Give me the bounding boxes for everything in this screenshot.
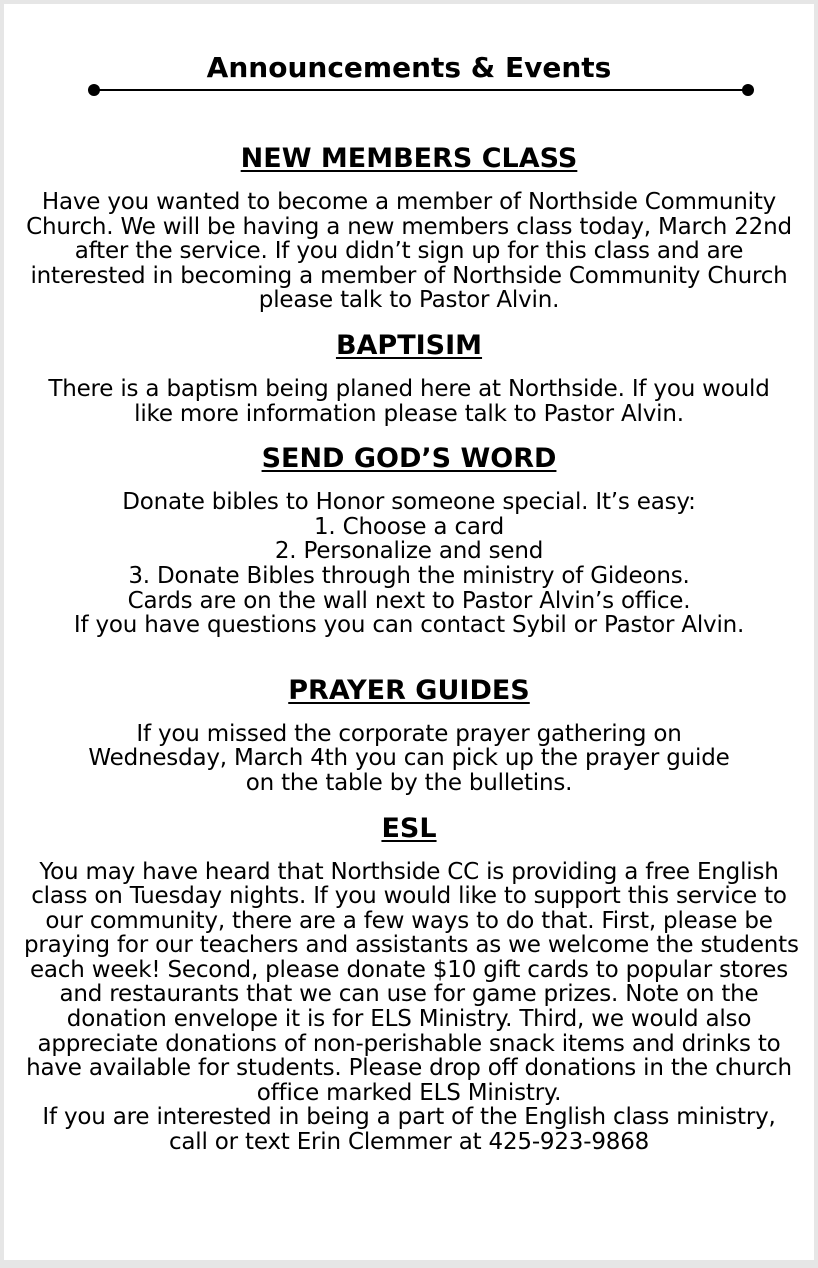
text-line: and restaurants that we can use for game prizes. Note on the bbox=[59, 981, 759, 1008]
text-line: each week! Second, please donate $10 gift cards to popular stores bbox=[29, 956, 789, 983]
text-line: Wednesday, March 4th you can pick up the prayer guide bbox=[88, 745, 730, 772]
section-body bbox=[24, 858, 799, 1156]
header-divider bbox=[92, 89, 750, 91]
divider-right-dot bbox=[742, 84, 754, 96]
text-line: If you missed the corporate prayer gathering on bbox=[136, 720, 682, 747]
text-line: have available for students. Please drop off donations in the church bbox=[26, 1055, 792, 1082]
text-line: donation envelope it is for ELS Ministry. Third, we would also bbox=[66, 1006, 752, 1033]
section-title: NEW MEMBERS CLASS bbox=[240, 143, 578, 174]
text-line: Donate bibles to Honor someone special. It’s easy: bbox=[122, 489, 696, 516]
bulletin-page bbox=[4, 4, 814, 1260]
divider-left-dot bbox=[88, 84, 100, 96]
section-body bbox=[24, 377, 794, 426]
section-new-members-class bbox=[24, 142, 794, 313]
section-prayer-guides bbox=[24, 674, 794, 796]
text-line: Have you wanted to become a member of Northside Community bbox=[41, 189, 777, 215]
text-line: There is a baptism being planed here at Northside. If you would bbox=[48, 375, 770, 402]
list-item: 1. Choose a card bbox=[313, 513, 505, 540]
text-line: interested in becoming a member of Northside Community Church bbox=[30, 262, 788, 289]
section-body bbox=[24, 490, 794, 638]
text-line: Church. We will be having a new members class today, March 22nd bbox=[26, 213, 792, 240]
section-body bbox=[24, 190, 794, 313]
section-baptism bbox=[24, 329, 794, 426]
announcements-content bbox=[24, 142, 799, 1156]
text-line: appreciate donations of non-perishable snack items and drinks to bbox=[37, 1030, 781, 1057]
section-title: PRAYER GUIDES bbox=[288, 674, 530, 706]
text-line: call or text Erin Clemmer at 425-923-9868 bbox=[168, 1129, 650, 1156]
text-line: You may have heard that Northside CC is providing a free English bbox=[39, 858, 779, 885]
text-line: on the table by the bulletins. bbox=[245, 769, 573, 796]
section-send-gods-word bbox=[24, 442, 794, 638]
text-line: praying for our teachers and assistants as we welcome the students bbox=[24, 932, 799, 959]
text-line: Cards are on the wall next to Pastor Alvin’s office. bbox=[127, 587, 691, 614]
section-esl bbox=[24, 812, 799, 1156]
text-line: please talk to Pastor Alvin. bbox=[258, 287, 560, 314]
text-line: after the service. If you didn’t sign up for this class and are bbox=[74, 238, 744, 265]
list-item: 2. Personalize and send bbox=[274, 538, 544, 565]
text-line: our community, there are a few ways to do that. First, please be bbox=[45, 907, 773, 934]
section-title: BAPTISIM bbox=[335, 329, 483, 361]
list-item: 3. Donate Bibles through the ministry of Gideons. bbox=[128, 562, 690, 589]
text-line: class on Tuesday nights. If you would like to support this service to bbox=[31, 883, 787, 910]
text-line: like more information please talk to Pastor Alvin. bbox=[134, 400, 684, 427]
page-title: Announcements & Events bbox=[206, 51, 612, 84]
section-title: ESL bbox=[381, 812, 437, 844]
text-line: If you are interested in being a part of the English class ministry, bbox=[42, 1104, 776, 1131]
text-line: If you have questions you can contact Sybil or Pastor Alvin. bbox=[73, 612, 745, 639]
section-title: SEND GOD’S WORD bbox=[261, 443, 557, 475]
section-body bbox=[24, 722, 794, 796]
text-line: office marked ELS Ministry. bbox=[256, 1079, 562, 1106]
